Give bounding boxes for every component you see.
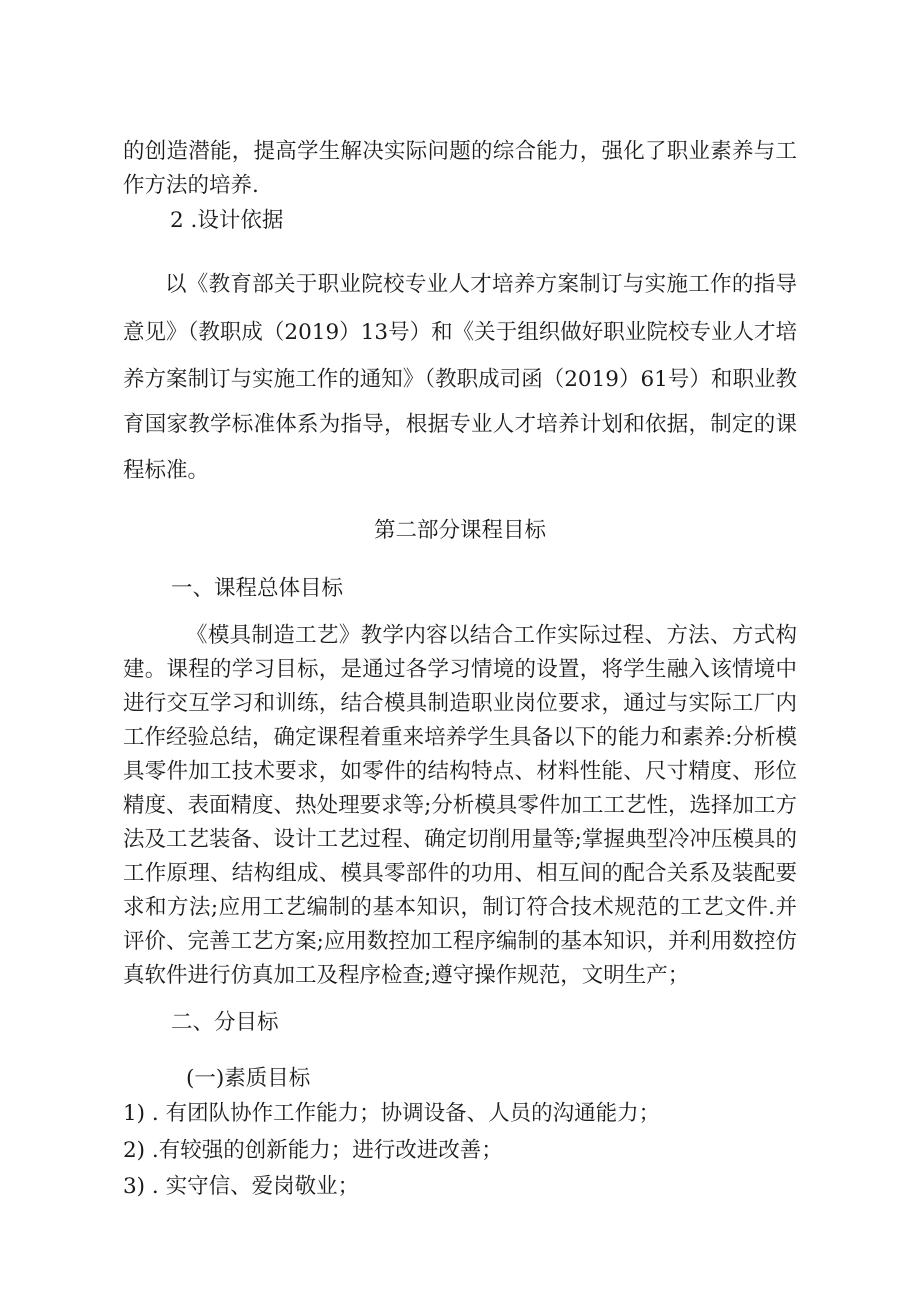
overall-line-10: 评价、完善工艺方案;应用数控加工程序编制的基本知识，并利用数控仿 — [123, 929, 797, 954]
quality-goals-heading: (一)素质目标 — [186, 1066, 311, 1091]
basis-line-5: 程标准。 — [123, 458, 210, 483]
quality-goal-item-2: 2) .有较强的创新能力；进行改进改善； — [123, 1138, 503, 1163]
section-2-heading: 2 .设计依据 — [170, 208, 284, 233]
intro-line-1: 的创造潜能，提高学生解决实际问题的综合能力，强化了职业素养与工 — [123, 139, 797, 164]
overall-line-6: 精度、表面精度、热处理要求等;分析模具零件加工工艺性，选择加工方 — [123, 793, 797, 818]
sub-goals-heading: 二、分目标 — [171, 1010, 279, 1035]
basis-line-2: 意见》（教职成（2019）13号）和《关于组织做好职业院校专业人才培 — [123, 320, 797, 345]
overall-goal-heading: 一、课程总体目标 — [171, 576, 344, 601]
overall-line-7: 法及工艺装备、设计工艺过程、确定切削用量等;掌握典型冷冲压模具的 — [123, 827, 797, 852]
basis-line-4: 育国家教学标准体系为指导，根据专业人才培养计划和依据，制定的课 — [123, 412, 797, 437]
part-two-title: 第二部分课程目标 — [373, 518, 546, 543]
basis-line-1: 以《教育部关于职业院校专业人才培养方案制订与实施工作的指导 — [165, 272, 797, 297]
overall-line-11: 真软件进行仿真加工及程序检查;遵守操作规范，文明生产； — [123, 963, 690, 988]
overall-line-3: 进行交互学习和训练，结合模具制造职业岗位要求，通过与实际工厂内 — [123, 691, 797, 716]
basis-line-3: 养方案制订与实施工作的通知》（教职成司函（2019）61号）和职业教 — [123, 367, 797, 392]
overall-line-4: 工作经验总结，确定课程着重来培养学生具备以下的能力和素养:分析模 — [123, 725, 797, 750]
overall-line-5: 具零件加工技术要求，如零件的结构特点、材料性能、尺寸精度、形位 — [123, 759, 797, 784]
quality-goal-item-1: 1) . 有团队协作工作能力；协调设备、人员的沟通能力； — [123, 1101, 661, 1126]
overall-line-8: 工作原理、结构组成、模具零部件的功用、相互间的配合关系及装配要 — [123, 861, 797, 886]
overall-line-2: 建。课程的学习目标，是通过各学习情境的设置，将学生融入该情境中 — [123, 657, 797, 682]
intro-line-2: 作方法的培养. — [123, 173, 259, 198]
overall-line-1: 《模具制造工艺》教学内容以结合工作实际过程、方法、方式构 — [186, 623, 797, 648]
overall-line-9: 求和方法;应用工艺编制的基本知识，制订符合技术规范的工艺文件.并 — [123, 895, 797, 920]
quality-goal-item-3: 3) . 实守信、爱岗敬业； — [123, 1174, 360, 1199]
